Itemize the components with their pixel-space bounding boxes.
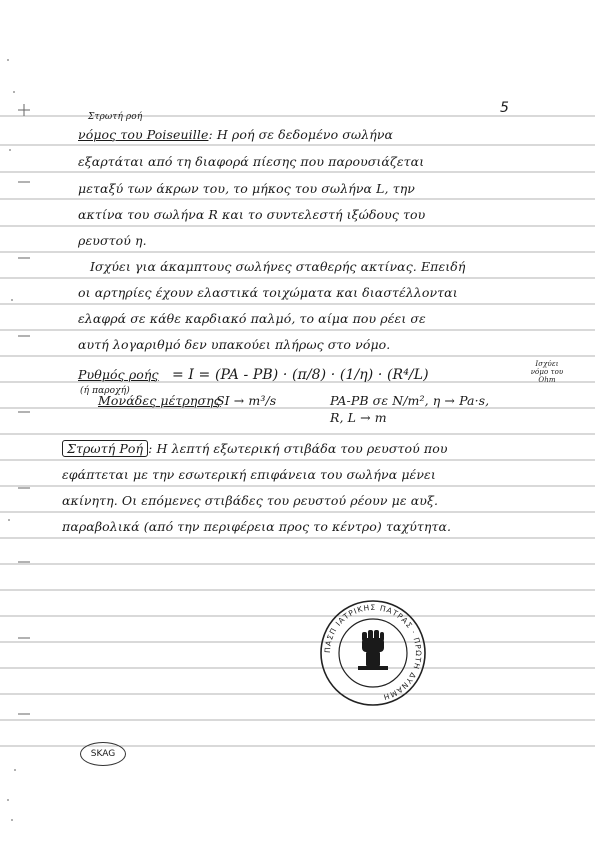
line-3: μεταξύ των άκρων του, το μήκος του σωλήνα L, την xyxy=(78,181,416,196)
section-2-line-1-rest: : Η λεπτή εξωτερική στιβάδα του ρευστού που xyxy=(148,441,448,456)
poiseuille-formula: = I = (PA - PB) · (π/8) · (1/η) · (R⁴/L) xyxy=(172,367,429,383)
units-detail-1: PA-PB σε N/m², η → Pa·s, xyxy=(330,393,490,408)
units-detail-2: R, L → m xyxy=(330,410,387,425)
formula-side-note: Ισχύει νόμο του Ohm xyxy=(530,360,564,384)
line-1-rest: : Η ροή σε δεδομένο σωλήνα xyxy=(208,127,394,142)
formula-sub: (ή παροχή) xyxy=(80,386,130,396)
section-2-line-4: παραβολικά (από την περιφέρεια προς το κέντρο) ταχύτητα. xyxy=(62,519,452,534)
section-2-line-2: εφάπτεται με την εσωτερική επιφάνεια του σωλήνα μένει xyxy=(62,467,436,482)
association-stamp xyxy=(318,598,428,708)
fist-icon xyxy=(358,630,388,670)
header-note: Στρωτή ροή xyxy=(88,112,143,122)
section-2-line-1 xyxy=(62,441,448,456)
skag-logo: SKAG xyxy=(80,742,126,766)
poiseuille-title: νόμος του Poiseuille xyxy=(78,127,209,142)
line-4: ακτίνα του σωλήνα R και το συντελεστή ιξώδους του xyxy=(78,207,426,222)
line-2: εξαρτάται από τη διαφορά πίεσης που παρουσιάζεται xyxy=(78,154,425,169)
laminar-flow-title: Στρωτή Ροή xyxy=(62,440,148,457)
units-expr: SI → m³/s xyxy=(216,393,277,408)
formula-label: Ρυθμός ροής xyxy=(78,367,159,382)
line-9: αυτή λογαριθμό δεν υπακούει πλήρως στο νόμο. xyxy=(78,337,391,352)
line-5: ρευστού η. xyxy=(78,233,147,248)
units-label: Μονάδες μέτρησης xyxy=(98,393,221,408)
line-7: οι αρτηρίες έχουν ελαστικά τοιχώματα και διαστέλλονται xyxy=(78,285,458,300)
section-2-line-3: ακίνητη. Οι επόμενες στιβάδες του ρευστού ρέουν με αυξ. xyxy=(62,493,439,508)
stamp-text: ΠΑΣΠ ΙΑΤΡΙΚΗΣ ΠΑΤΡΑΣ · ΠΡΩΤΗ ΔΥΝΑΜΗ xyxy=(322,602,424,702)
line-1 xyxy=(78,127,393,142)
line-8: ελαφρά σε κάθε καρδιακό παλμό, το αίμα που ρέει σε xyxy=(78,311,426,326)
page-number: 5 xyxy=(500,100,509,116)
line-6: Ισχύει για άκαμπτους σωλήνες σταθερής ακτίνας. Επειδή xyxy=(90,259,466,274)
